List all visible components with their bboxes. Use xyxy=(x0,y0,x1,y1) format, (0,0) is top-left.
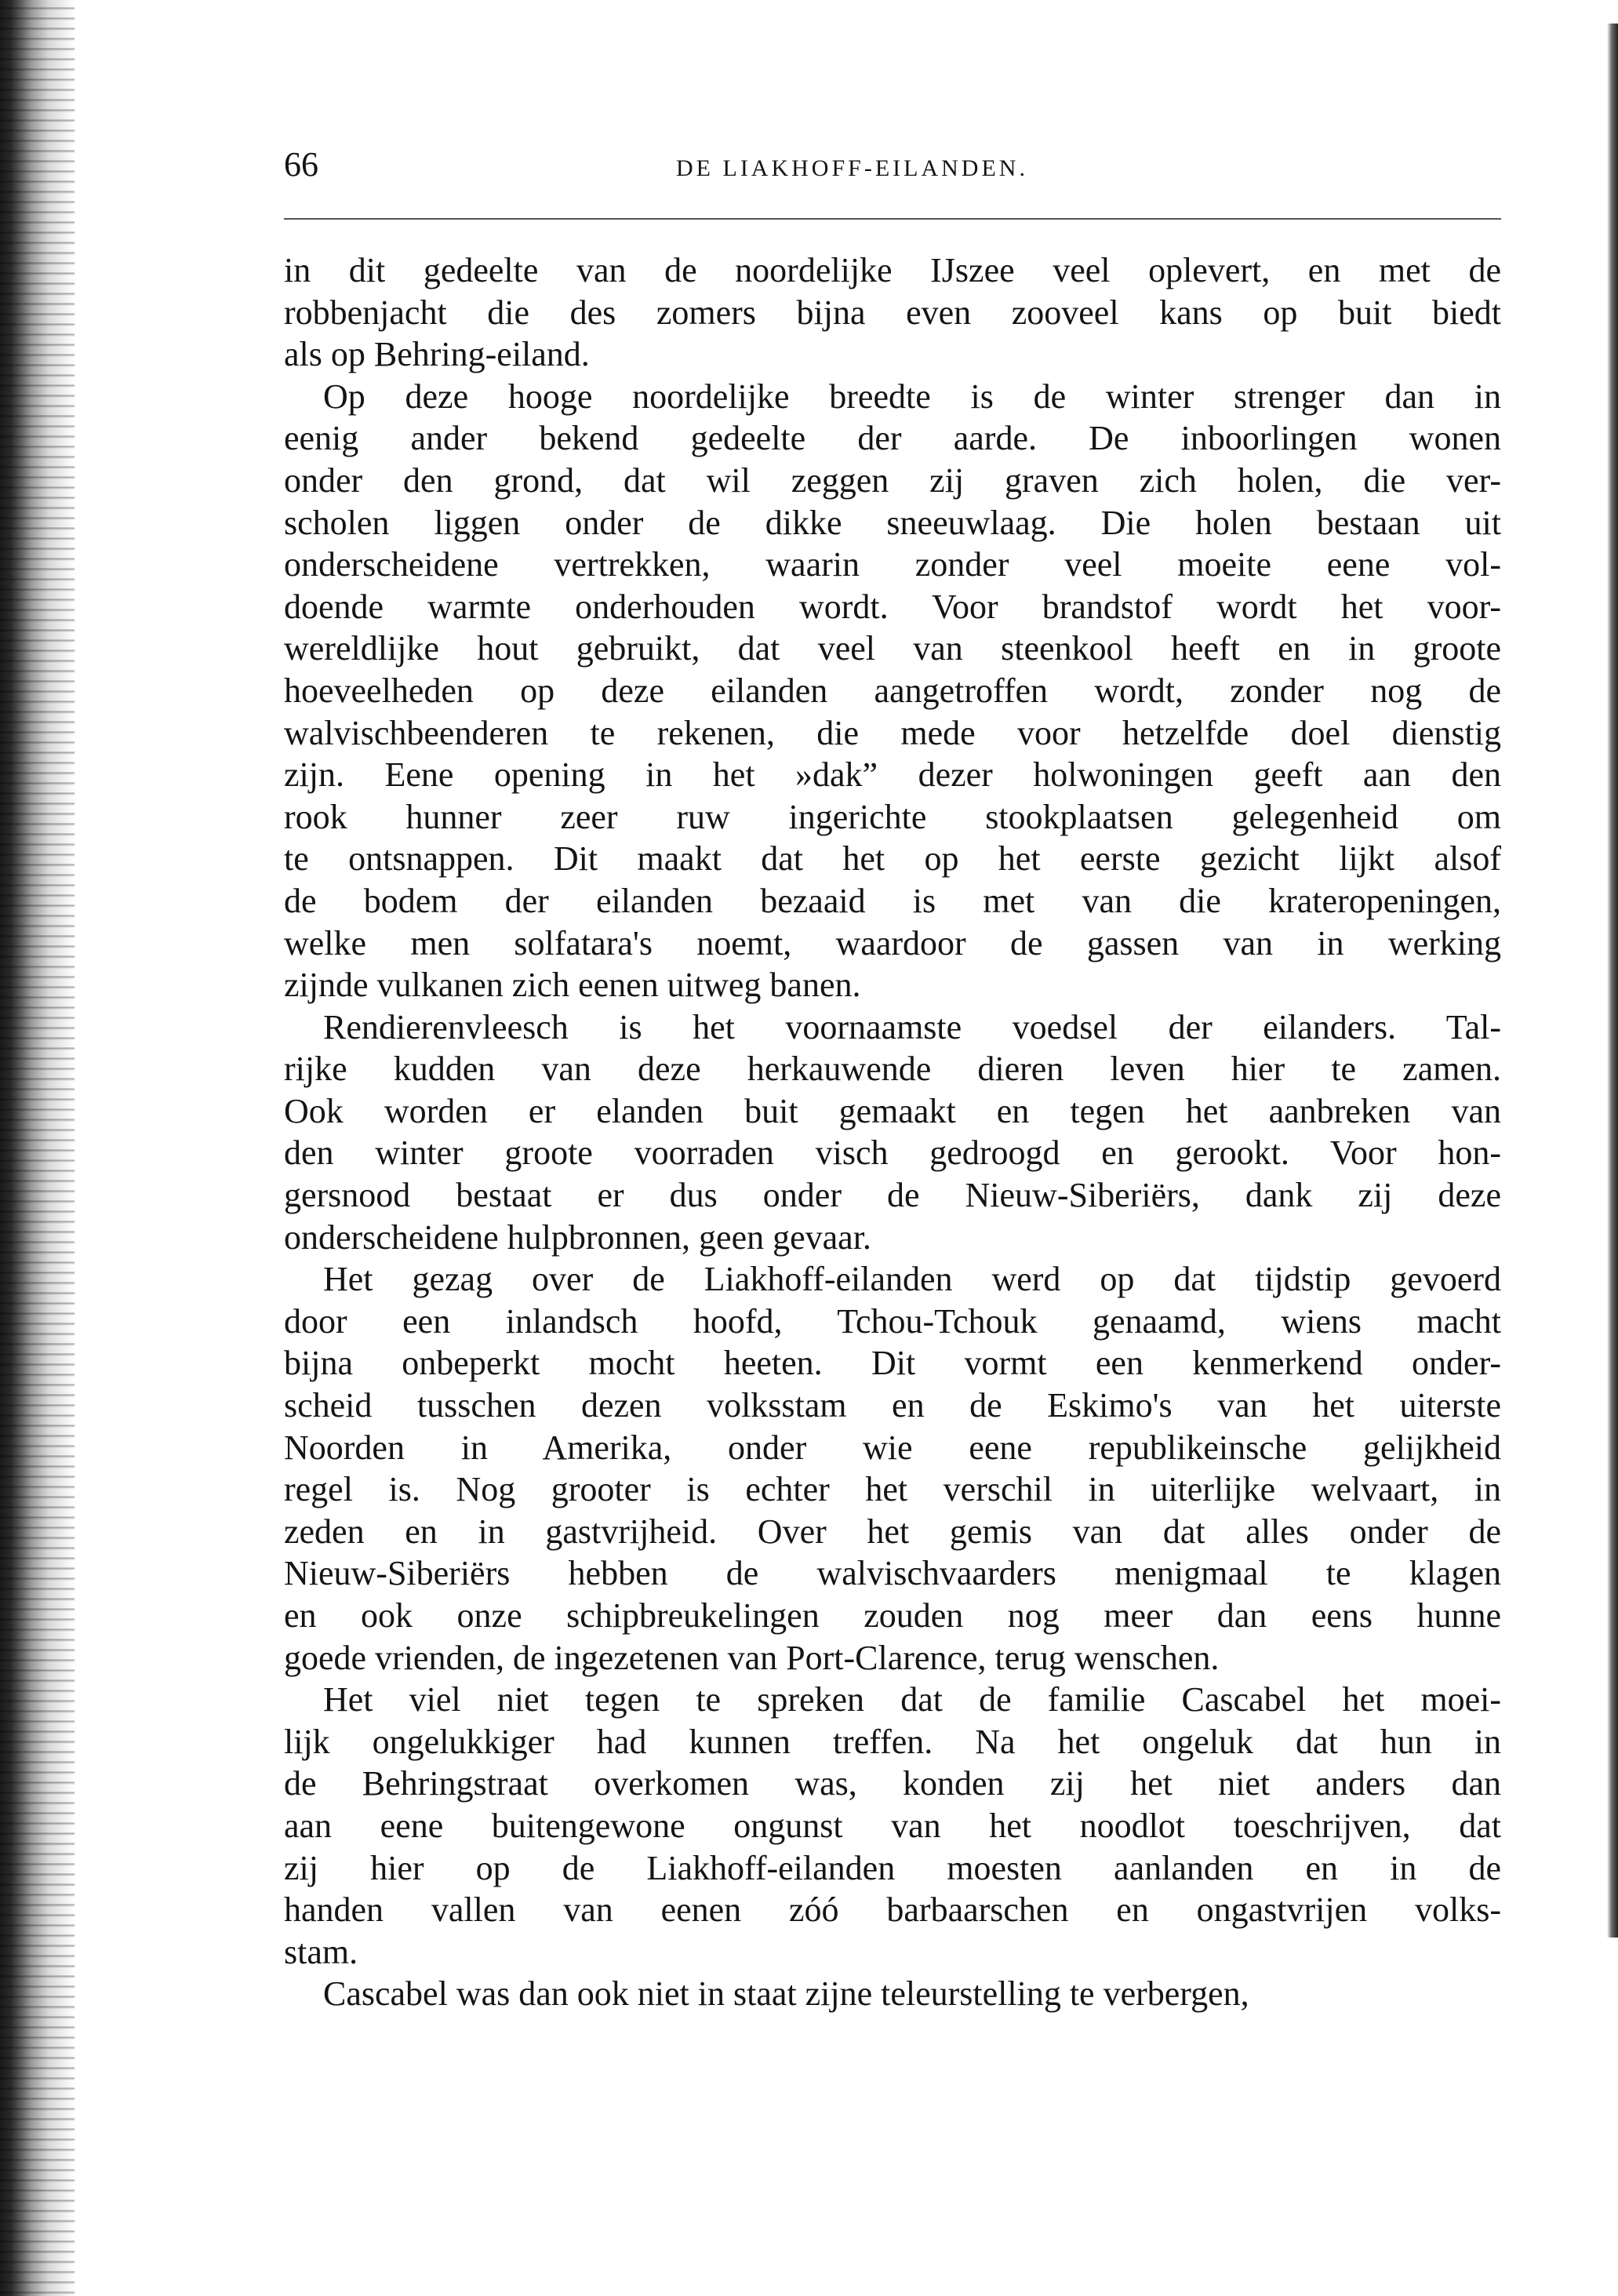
scan-edge-right xyxy=(1607,24,1618,1938)
page-number: 66 xyxy=(284,145,318,184)
text-line: zeden en in gastvrijheid. Over het gemis van dat alles onder de xyxy=(284,1512,1501,1551)
text-line: door een inlandsch hoofd, Tchou-Tchouk genaamd, wiens macht xyxy=(284,1301,1501,1341)
text-line: te ontsnappen. Dit maakt dat het op het eerste gezicht lijkt alsof xyxy=(284,839,1501,879)
text-line: Noorden in Amerika, onder wie eene republikeinsche gelijkheid xyxy=(284,1428,1501,1467)
text-line: Cascabel was dan ook niet in staat zijne teleurstelling te verbergen, xyxy=(323,1974,1249,2014)
text-line: de Behringstraat overkomen was, konden zij het niet anders dan xyxy=(284,1764,1501,1803)
text-line: robbenjacht die des zomers bijna even zooveel kans op buit biedt xyxy=(284,293,1501,332)
text-body xyxy=(284,249,1501,2054)
text-line: doende warmte onderhouden wordt. Voor brandstof wordt het voor- xyxy=(284,587,1501,626)
text-line: stam. xyxy=(284,1932,358,1971)
text-line: zijn. Eene opening in het »dak” dezer holwoningen geeft aan den xyxy=(284,755,1501,795)
scan-binding-edge-left xyxy=(0,0,75,2296)
text-line: als op Behring-eiland. xyxy=(284,335,590,374)
paragraph xyxy=(284,376,1501,1006)
text-line: onderscheidene vertrekken, waarin zonder veel moeite eene vol- xyxy=(284,545,1501,584)
text-line: de bodem der eilanden bezaaid is met van die krateropeningen, xyxy=(284,881,1501,920)
text-line: in dit gedeelte van de noordelijke IJszee veel oplevert, en met de xyxy=(284,251,1501,289)
text-line: gersnood bestaat er dus onder de Nieuw-Siberiërs, dank zij deze xyxy=(284,1176,1501,1215)
text-line: onder den grond, dat wil zeggen zij graven zich holen, die ver- xyxy=(284,460,1501,500)
running-head xyxy=(284,141,1501,204)
text-line: walvischbeenderen te rekenen, die mede voor hetzelfde doel dienstig xyxy=(284,713,1501,752)
paragraph xyxy=(284,1973,1501,2015)
paragraph xyxy=(284,1679,1501,1973)
paragraph xyxy=(284,1006,1501,1259)
running-title: DE LIAKHOFF-EILANDEN. xyxy=(676,155,1028,181)
text-line: Op deze hooge noordelijke breedte is de winter strenger dan in xyxy=(323,377,1501,416)
paragraph xyxy=(284,1258,1501,1679)
text-line: hoeveelheden op deze eilanden aangetroffen wordt, zonder nog de xyxy=(284,671,1501,710)
text-line: scheid tusschen dezen volksstam en de Eskimo's van het uiterste xyxy=(284,1386,1501,1425)
text-line: lijk ongelukkiger had kunnen treffen. Na het ongeluk dat hun in xyxy=(284,1722,1501,1761)
text-line: onderscheidene hulpbronnen, geen gevaar. xyxy=(284,1217,871,1257)
paragraph xyxy=(284,249,1501,376)
text-line: Nieuw-Siberiërs hebben de walvischvaarders menigmaal te klagen xyxy=(284,1554,1501,1593)
text-line: eenig ander bekend gedeelte der aarde. De inboorlingen wonen xyxy=(284,419,1501,458)
text-line: scholen liggen onder de dikke sneeuwlaag. Die holen bestaan uit xyxy=(284,503,1501,542)
text-line: welke men solfatara's noemt, waardoor de gassen van in werking xyxy=(284,923,1501,962)
text-line: regel is. Nog grooter is echter het verschil in uiterlijke welvaart, in xyxy=(284,1470,1501,1509)
header-rule xyxy=(284,218,1501,220)
text-line: wereldlijke hout gebruikt, dat veel van steenkool heeft en in groote xyxy=(284,629,1501,668)
text-line: bijna onbeperkt mocht heeten. Dit vormt een kenmerkend onder- xyxy=(284,1344,1501,1383)
text-line: en ook onze schipbreukelingen zouden nog meer dan eens hunne xyxy=(284,1596,1501,1635)
text-line: rook hunner zeer ruw ingerichte stookplaatsen gelegenheid om xyxy=(284,797,1501,836)
text-line: aan eene buitengewone ongunst van het noodlot toeschrijven, dat xyxy=(284,1806,1501,1845)
text-line: goede vrienden, de ingezetenen van Port-Clarence, terug wenschen. xyxy=(284,1638,1220,1677)
text-line: zij hier op de Liakhoff-eilanden moesten aanlanden en in de xyxy=(284,1848,1501,1887)
text-line: Het gezag over de Liakhoff-eilanden werd op dat tijdstip gevoerd xyxy=(323,1260,1501,1299)
text-line: rijke kudden van deze herkauwende dieren leven hier te zamen. xyxy=(284,1050,1501,1089)
text-line: handen vallen van eenen zóó barbaarschen en ongastvrijen volks- xyxy=(284,1890,1501,1930)
text-line: Ook worden er elanden buit gemaakt en tegen het aanbreken van xyxy=(284,1091,1501,1130)
text-line: den winter groote voorraden visch gedroogd en gerookt. Voor hon- xyxy=(284,1133,1501,1173)
text-line: zijnde vulkanen zich eenen uitweg banen. xyxy=(284,966,861,1005)
text-line: Rendierenvleesch is het voornaamste voedsel der eilanders. Tal- xyxy=(323,1007,1501,1046)
text-line: Het viel niet tegen te spreken dat de familie Cascabel het moei- xyxy=(323,1680,1501,1719)
